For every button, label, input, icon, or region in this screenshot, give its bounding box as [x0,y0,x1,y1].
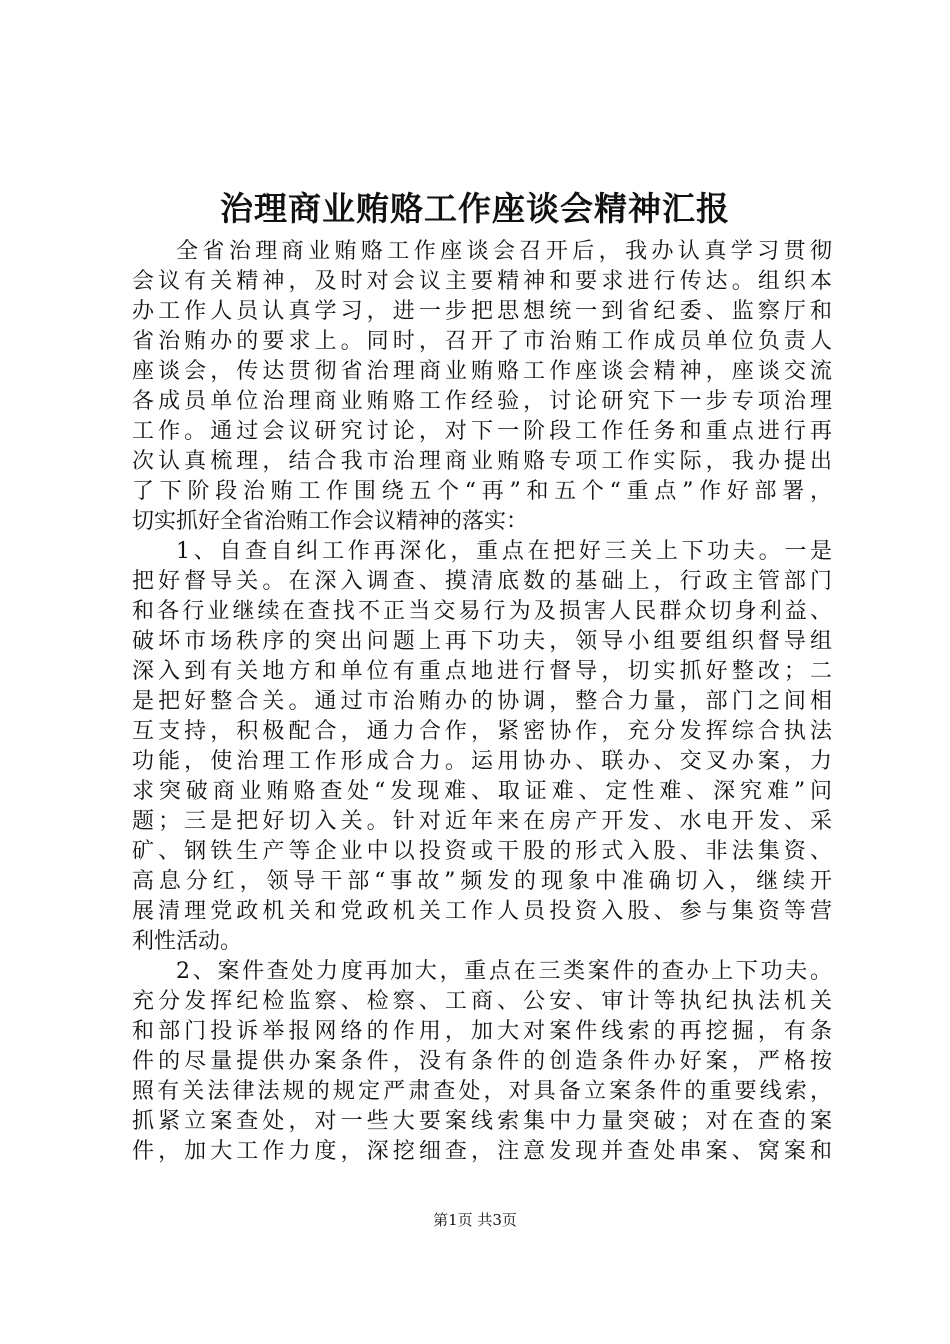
text-line: 1、自查自纠工作再深化，重点在把好三关上下功夫。一是 [176,539,832,564]
text-line: 2、案件查处力度再加大，重点在三类案件的查办上下功夫。 [176,959,832,984]
text-line: 座谈会，传达贯彻省治理商业贿赂工作座谈会精神，座谈交流 [132,359,832,384]
text-line: 次认真梳理，结合我市治理商业贿赂专项工作实际，我办提出 [132,449,832,474]
text-line: 利性活动。 [132,929,243,954]
text-line: 了下阶段治贿工作围绕五个“再”和五个“重点”作好部署， [132,479,832,504]
document-body [132,237,832,1167]
text-line: 是把好整合关。通过市治贿办的协调，整合力量，部门之间相 [132,689,832,714]
text-line: 工作。通过会议研究讨论，对下一阶段工作任务和重点进行再 [132,419,832,444]
page-number-footer: 第1页 共3页 [433,1211,517,1229]
text-line: 高息分红，领导干部“事故”频发的现象中准确切入，继续开 [132,869,832,894]
text-line: 办工作人员认真学习，进一步把思想统一到省纪委、监察厅和 [132,299,832,324]
paragraph [132,237,832,537]
text-line: 充分发挥纪检监察、检察、工商、公安、审计等执纪执法机关 [132,989,832,1014]
paragraph [132,537,832,957]
paragraph [132,957,832,1167]
text-line: 切实抓好全省治贿工作会议精神的落实： [132,509,529,534]
text-line: 深入到有关地方和单位有重点地进行督导，切实抓好整改；二 [132,659,832,684]
text-line: 和各行业继续在查找不正当交易行为及损害人民群众切身利益、 [132,599,832,624]
text-line: 题；三是把好切入关。针对近年来在房产开发、水电开发、采 [132,809,832,834]
document-title: 治理商业贿赂工作座谈会精神汇报 [220,189,730,228]
text-line: 展清理党政机关和党政机关工作人员投资入股、参与集资等营 [132,899,832,924]
text-line: 全省治理商业贿赂工作座谈会召开后，我办认真学习贯彻 [176,239,832,264]
text-line: 省治贿办的要求上。同时，召开了市治贿工作成员单位负责人 [132,329,832,354]
text-line: 抓紧立案查处，对一些大要案线索集中力量突破；对在查的案 [132,1109,832,1134]
text-line: 和部门投诉举报网络的作用，加大对案件线索的再挖掘，有条 [132,1019,832,1044]
text-line: 功能，使治理工作形成合力。运用协办、联办、交叉办案，力 [132,749,832,774]
text-line: 互支持，积极配合，通力合作，紧密协作，充分发挥综合执法 [132,719,832,744]
text-line: 破坏市场秩序的突出问题上再下功夫，领导小组要组织督导组 [132,629,832,654]
text-line: 件，加大工作力度，深挖细查，注意发现并查处串案、窝案和 [132,1139,832,1164]
text-line: 会议有关精神，及时对会议主要精神和要求进行传达。组织本 [132,269,832,294]
text-line: 照有关法律法规的规定严肃查处，对具备立案条件的重要线索， [132,1079,832,1104]
text-line: 把好督导关。在深入调查、摸清底数的基础上，行政主管部门 [132,569,832,594]
text-line: 矿、钢铁生产等企业中以投资或干股的形式入股、非法集资、 [132,839,832,864]
text-line: 件的尽量提供办案条件，没有条件的创造条件办好案，严格按 [132,1049,832,1074]
text-line: 各成员单位治理商业贿赂工作经验，讨论研究下一步专项治理 [132,389,832,414]
text-line: 求突破商业贿赂查处“发现难、取证难、定性难、深究难”问 [132,779,832,804]
